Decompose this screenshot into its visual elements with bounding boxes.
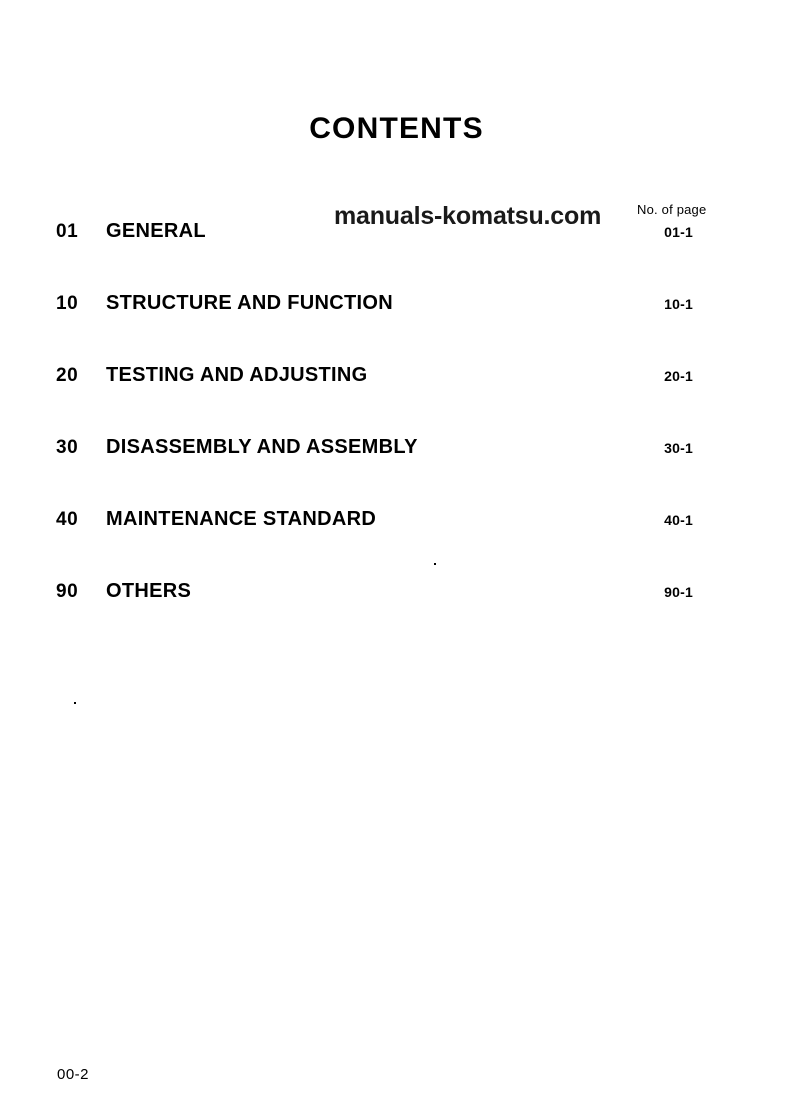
- toc-entry-page: 10-1: [664, 296, 693, 312]
- toc-entry-title: MAINTENANCE STANDARD: [106, 508, 377, 530]
- scan-artifact-speck: [74, 702, 76, 704]
- toc-entry-code: 01: [56, 221, 79, 242]
- toc-leader-dots: [384, 522, 646, 523]
- page-number-column-header: No. of page: [637, 202, 707, 217]
- toc-leader-dots: [426, 450, 646, 451]
- toc-leader-dots: [199, 594, 646, 595]
- footer-page-number: 00-2: [57, 1066, 90, 1083]
- table-of-contents: [56, 220, 693, 652]
- page-title: CONTENTS: [309, 112, 484, 145]
- toc-entry[interactable]: [56, 436, 693, 508]
- toc-entry-page: 01-1: [664, 224, 693, 240]
- toc-leader-dots: [401, 306, 646, 307]
- toc-leader-dots: [376, 378, 647, 379]
- scan-artifact-speck: [434, 563, 436, 565]
- toc-entry[interactable]: [56, 292, 693, 364]
- toc-entry-page: 30-1: [664, 440, 693, 456]
- toc-entry-page: 20-1: [664, 368, 693, 384]
- toc-entry-page: 40-1: [664, 512, 693, 528]
- toc-entry[interactable]: [56, 508, 693, 580]
- toc-entry-title: DISASSEMBLY AND ASSEMBLY: [106, 436, 418, 458]
- toc-entry-code: 10: [56, 293, 79, 314]
- toc-entry[interactable]: [56, 580, 693, 652]
- toc-entry-title: GENERAL: [106, 220, 206, 242]
- toc-entry[interactable]: [56, 220, 693, 292]
- toc-entry-code: 20: [56, 365, 79, 386]
- toc-entry-code: 90: [56, 581, 79, 602]
- toc-entry[interactable]: [56, 364, 693, 436]
- toc-entry-code: 30: [56, 437, 79, 458]
- toc-entry-page: 90-1: [664, 584, 693, 600]
- toc-entry-title: TESTING AND ADJUSTING: [106, 364, 368, 386]
- toc-entry-title: STRUCTURE AND FUNCTION: [106, 292, 393, 314]
- toc-leader-dots: [214, 234, 646, 235]
- toc-entry-code: 40: [56, 509, 79, 530]
- watermark-text: manuals-komatsu.com: [334, 202, 602, 230]
- toc-entry-title: OTHERS: [106, 580, 192, 602]
